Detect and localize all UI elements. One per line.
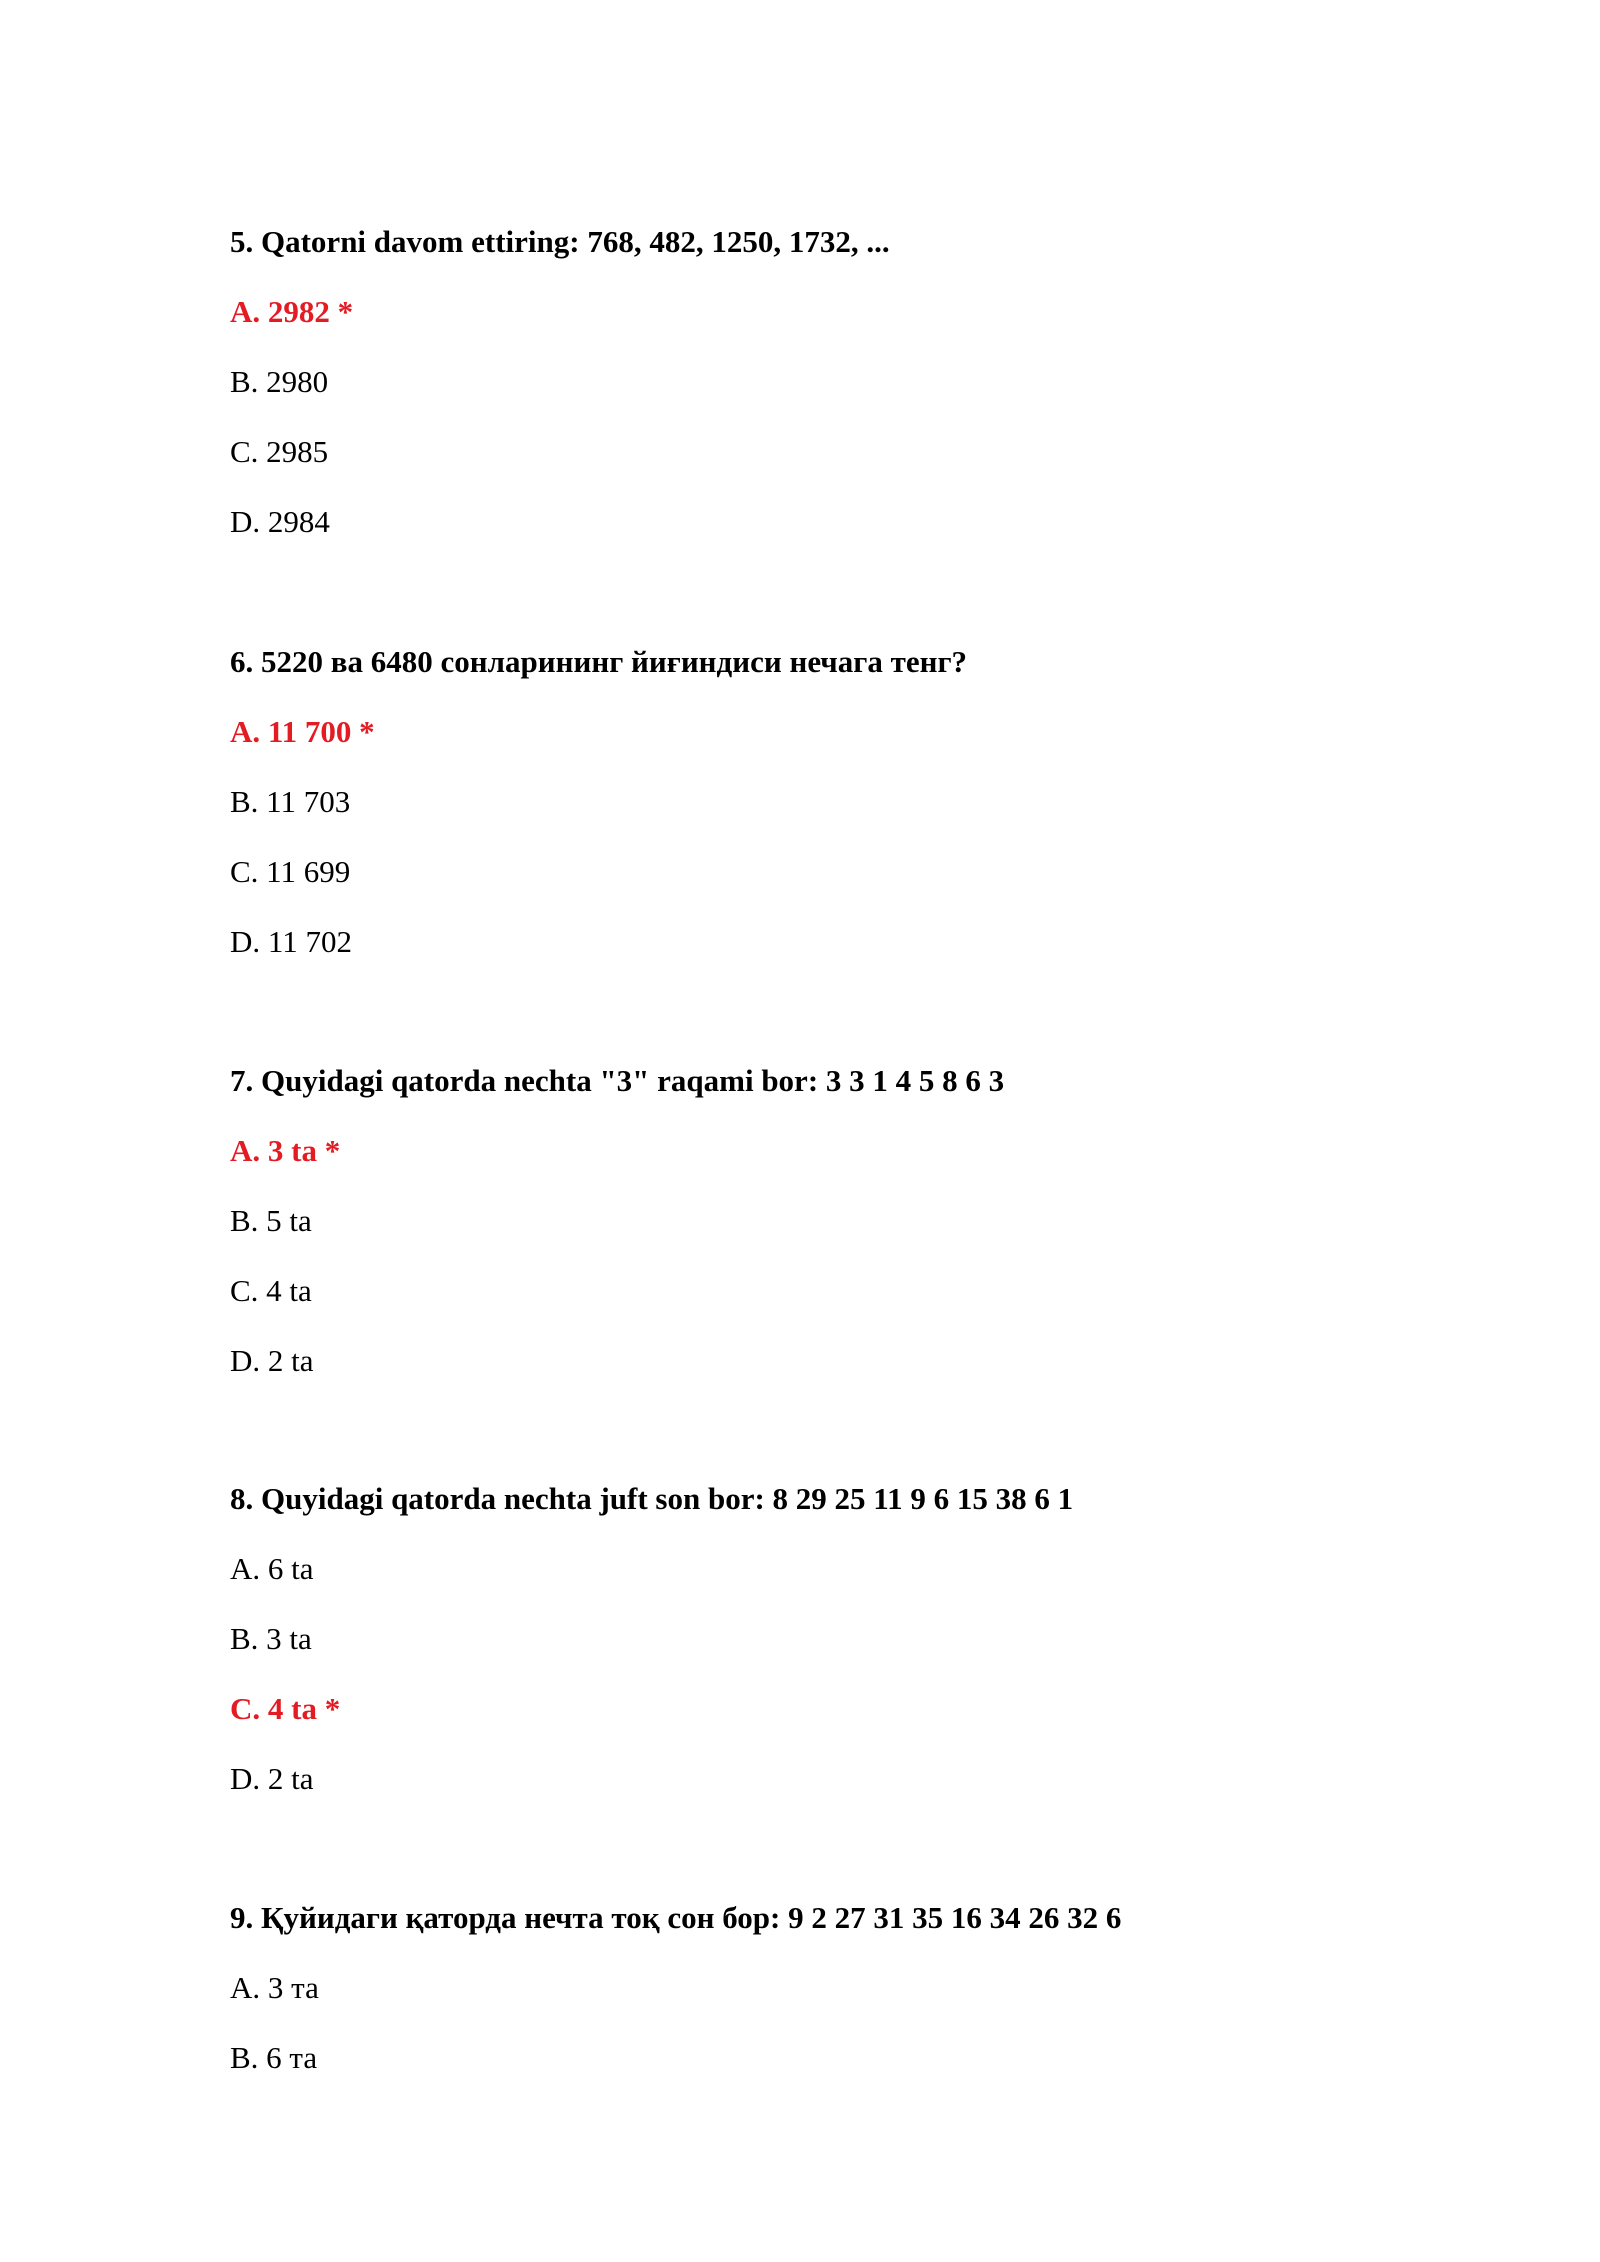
question-5 (230, 222, 1530, 542)
question-title: 9. Қуйидаги қаторда нечта тоқ сон бор: 9 2 27 31 35 16 34 26 32 6 (230, 1900, 1122, 1935)
option-d: D. 11 702 (230, 924, 352, 959)
option-b: B. 2980 (230, 364, 329, 399)
option-b: B. 6 та (230, 2040, 318, 2075)
question-6 (230, 642, 1530, 962)
option-c-correct: C. 4 ta * (230, 1691, 341, 1726)
option-a: A. 3 та (230, 1970, 319, 2005)
option-c: C. 4 ta (230, 1273, 312, 1308)
option-c: C. 2985 (230, 434, 329, 469)
option-c: C. 11 699 (230, 854, 351, 889)
option-a-correct: A. 11 700 * (230, 714, 375, 749)
option-a-correct: A. 3 ta * (230, 1133, 341, 1168)
question-7 (230, 1061, 1530, 1381)
option-b: B. 3 ta (230, 1621, 312, 1656)
question-title: 5. Qatorni davom ettiring: 768, 482, 1250, 1732, ... (230, 224, 890, 259)
question-9 (230, 1898, 1530, 2078)
option-d: D. 2 ta (230, 1761, 314, 1796)
question-title: 7. Quyidagi qatorda nechta "3" raqami bor: 3 3 1 4 5 8 6 3 (230, 1063, 1005, 1098)
option-d: D. 2984 (230, 504, 330, 539)
option-a-correct: A. 2982 * (230, 294, 354, 329)
option-b: B. 5 ta (230, 1203, 312, 1238)
option-b: B. 11 703 (230, 784, 351, 819)
question-title: 8. Quyidagi qatorda nechta juft son bor: 8 29 25 11 9 6 15 38 6 1 (230, 1481, 1074, 1516)
option-d: D. 2 ta (230, 1343, 314, 1378)
question-title: 6. 5220 ва 6480 сонларининг йиғиндиси нечага тенг? (230, 644, 968, 679)
question-8 (230, 1479, 1530, 1799)
option-a: A. 6 ta (230, 1551, 314, 1586)
